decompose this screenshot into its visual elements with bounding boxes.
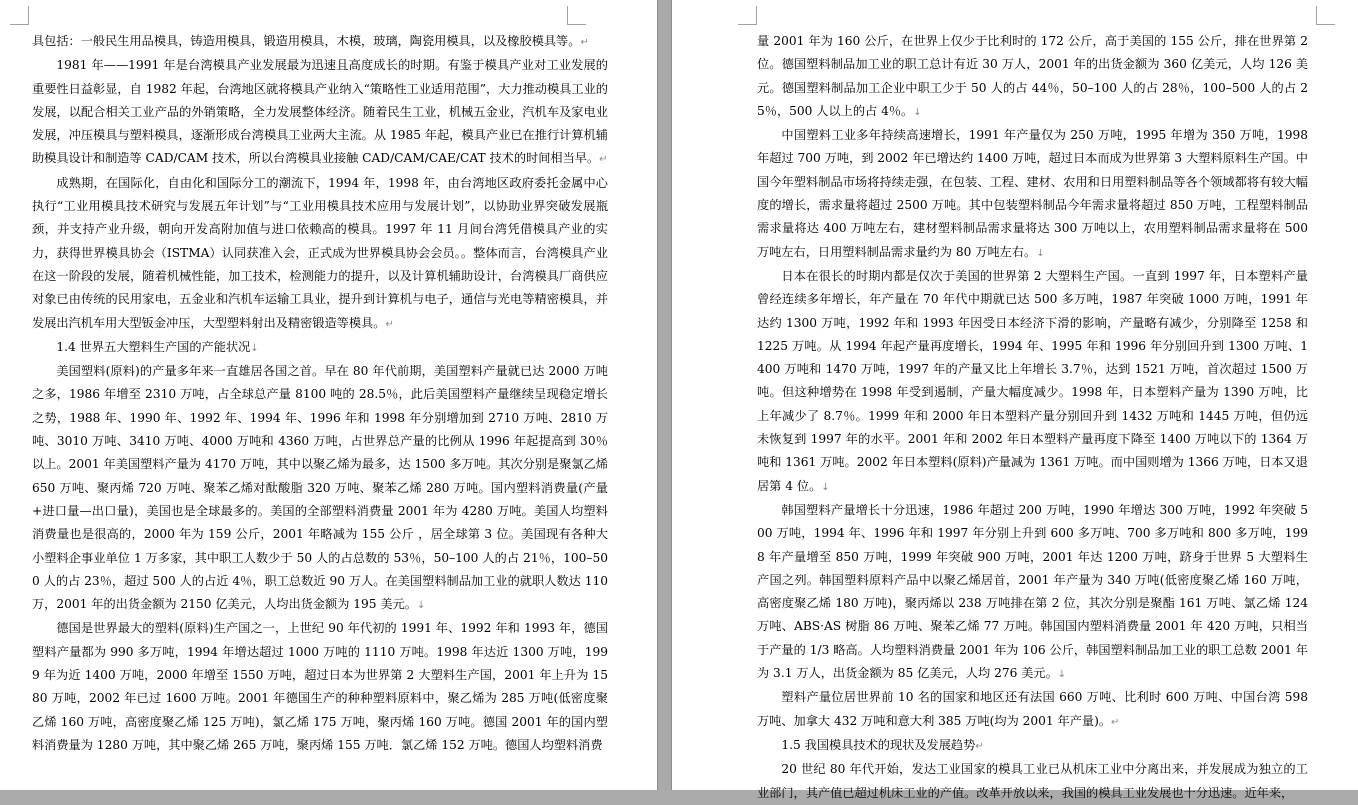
paragraph xyxy=(757,265,1308,499)
paragraph-mark-icon: ↓ xyxy=(1057,669,1067,681)
paragraph-text: 美国塑料(原料)的产量多年来一直雄居各国之首。早在 80 年代前期，美国塑料产量就已达 2000 万吨之多，1986 年增至 2310 万吨，占全球总产量 8100 吨的 28.5％，此后美国塑料产量继续呈现稳定增长之势，1988 年、1990 年、1992 年、1994 年、1996 年和 1998 年分别增加到 2710 万吨、2810 万吨、3010 万吨、3410 万吨、4000 万吨和 4360 万吨，占世界总产量的比例从 1996 年起提高到 30％以上。2001 年美国塑料产量为 4170 万吨，其中以聚乙烯为最多，达 1500 多万吨。其次分别是聚氯乙烯 650 万吨、聚丙烯 720 万吨、聚苯乙烯对酞酸脂 320 万吨、聚苯乙烯 280 万吨。国内塑料消费量(产量+进口量—出口量)，美国也是全球最多的。美国的全部塑料消费量 2001 年为 4280 万吨。美国人均塑料消费量也是很高的，2000 年为 159 公斤，2001 年略减为 155 公斤 ，居全球第 3 位。美国现有各种大小塑料企事业单位 1 万多家，其中职工人数少于 50 人的占总数的 53％，50–100 人的占 21％，100–500 人的占 23％，超过 500 人的占近 4％，职工总数近 90 万人。在美国塑料制品加工业的就职人数达 110 万，2001 年的出货金额为 2150 亿美元，人均出货金额为 195 美元。 xyxy=(32,364,608,612)
paragraph xyxy=(757,758,1308,805)
paragraph-text: 量 2001 年为 160 公斤，在世界上仅少于比利时的 172 公斤，高于美国的 155 公斤，排在世界第 2 位。德国塑料制品加工业的职工总计有近 30 万人，2001 年的出货金额为 360 亿美元，人均 126 美元。德国塑料制品加工企业中职工少于 50 人的占 44％，50–100 人的占 28％，100–500 人的占 25％，500 人以上的占 4％。 xyxy=(757,34,1308,118)
document-page-left[interactable] xyxy=(0,0,657,790)
paragraph-text: 20 世纪 80 年代开始，发达工业国家的模具工业已从机床工业中分离出来，并发展成为独立的工业部门，其产值已超过机床工业的产值。改革开放以来，我国的模具工业发展也十分迅速。近年来， xyxy=(757,762,1308,800)
crop-mark xyxy=(1316,6,1335,25)
paragraph-mark-icon: ↵ xyxy=(975,740,984,752)
paragraph-text: 日本在很长的时期内都是仅次于美国的世界第 2 大塑料生产国。一直到 1997 年，日本塑料产量曾经连续多年增长，年产量在 70 年代中期就已达 500 多万吨，1987 年突破 1000 万吨，1991 年达约 1300 万吨，1992 年和 1993 年因受日本经济下滑的影响，产量略有减少，分别降至 1258 和 1225 万吨。从 1994 年起产量再度增长，1994 年、1995 年和 1996 年分别回升到 1300 万吨、1400 万吨和 1470 万吨，1997 年的产量又比上年增长 3.7％，达到 1521 万吨，首次超过 1500 万吨。但这种增势在 1998 年受到遏制，产量大幅度减少。1998 年，日本塑料产量为 1390 万吨，比上年减少了 8.7％。1999 年和 2000 年日本塑料产量分别回升到 1432 万吨和 1445 万吨，但仍远未恢复到 1997 年的水平。2001 年和 2002 年日本塑料产量再度下降至 1400 万吨以下的 1364 万吨和 1361 万吨。2002 年日本塑料(原料)产量减为 1361 万吨。而中国则增为 1366 万吨，日本又退居第 4 位。 xyxy=(757,268,1308,493)
paragraph-mark-icon: ↓ xyxy=(250,342,259,354)
paragraph-text: 1.4 世界五大塑料生产国的产能状况 xyxy=(56,339,251,354)
paragraph xyxy=(757,499,1308,686)
paragraph-mark-icon: ↵ xyxy=(580,37,589,48)
paragraph xyxy=(757,30,1308,124)
paragraph-mark-icon: ↵ xyxy=(1111,716,1120,728)
paragraph-mark-icon: ↵ xyxy=(599,154,608,166)
paragraph-text: 1981 年——1991 年是台湾模具产业发展最为迅速且高度成长的时期。有鉴于模具产业对工业发展的重要性日益彰显，自 1982 年起，台湾地区就将模具产业纳入“策略性工业适用范围”，大力推动模具工业的发展，以配合相关工业产品的外销策略，全力发展整体经济。随着民生工业，机械五金业，汽机车及家电业发展，冲压模具与塑料模具，逐渐形成台湾模具工业两大主流。从 1985 年起，模具产业已在推行计算机辅助模具设计和制造等 CAD/CAM 技术，所以台湾模具业接触 CAD/CAM/CAE/CAT 技术的时间相当早。 xyxy=(32,58,608,166)
paragraph xyxy=(757,124,1308,265)
paragraph-text: 中国塑料工业多年持续高速增长，1991 年产量仅为 250 万吨，1995 年增为 350 万吨，1998 年超过 700 万吨，到 2002 年已增达约 1400 万吨，超过日本而成为世界第 3 大塑料原料生产国。中国今年塑料制品市场将持续走强，在包装、工程、建材、农用和日用塑料制品等各个领域都将有较大幅度的增长，需求量将超过 2500 万吨。其中包装塑料制品今年需求量将超过 850 万吨，工程塑料制品需求量将达 400 万吨左右，建材塑料制品需求量将达 300 万吨以上，农用塑料制品需求量将在 500 万吨左右，日用塑料制品需求量约为 80 万吨左右。 xyxy=(757,128,1308,259)
paragraph-text: 具包括：一般民生用品模具，铸造用模具，锻造用模具，木模，玻璃，陶瓷用模具，以及橡胶模具等。 xyxy=(32,34,581,48)
paragraph-text: 韩国塑料产量增长十分迅速，1986 年超过 200 万吨，1990 年增达 300 万吨，1992 年突破 500 万吨，1994 年、1996 年和 1997 年分别上升到 600 多万吨、700 多万吨和 800 多万吨，1998 年产量增至 850 万吨，1999 年突破 900 万吨，2001 年达 1200 万吨，跻身于世界 5 大塑料生产国之列。韩国塑料原料产品中以聚乙烯居首，2001 年产量为 340 万吨(低密度聚乙烯 160 万吨，高密度聚乙烯 180 万吨)，聚丙烯以 238 万吨排在第 2 位，其次分别是聚酯 161 万吨、氯乙烯 124 万吨、ABS·AS 树脂 86 万吨、聚苯乙烯 77 万吨。韩国国内塑料消费量 2001 年 420 万吨，只相当于产量的 1/3 略高。人均塑料消费量 2001 年为 106 公斤，韩国塑料制品加工业的职工总数 2001 年为 3.1 万人，出货金额为 85 亿美元，人均 276 美元。 xyxy=(757,502,1308,681)
crop-mark xyxy=(10,6,29,25)
paragraph-text: 1.5 我国模具技术的现状及发展趋势 xyxy=(781,737,976,752)
page-body[interactable] xyxy=(32,30,608,757)
paragraph-mark-icon: ↓ xyxy=(821,481,830,493)
paragraph xyxy=(32,360,608,617)
paragraph xyxy=(757,686,1308,734)
page-gutter xyxy=(657,0,672,790)
paragraph-mark-icon: ↓ xyxy=(913,106,922,118)
paragraph xyxy=(32,617,608,757)
paragraph xyxy=(32,172,608,336)
paragraph-mark-icon: ↵ xyxy=(385,318,394,330)
page-body[interactable] xyxy=(757,30,1308,805)
paragraph xyxy=(757,734,1308,758)
crop-mark xyxy=(567,6,586,25)
crop-mark xyxy=(738,6,757,25)
paragraph-text: 德国是世界最大的塑料(原料)生产国之一，上世纪 90 年代初的 1991 年、1992 年和 1993 年，德国塑料产量都为 990 多万吨，1994 年增达超过 1000 万吨的 1110 万吨。1998 年达近 1300 万吨，1999 年为近 1400 万吨，2000 年增至 1550 万吨，超过日本为世界第 2 大塑料生产国，2001 年上升为 1580 万吨，2002 年已过 1600 万吨。2001 年德国生产的种种塑料原料中，聚乙烯为 285 万吨(低密度聚乙烯 160 万吨，高密度聚乙烯 125 万吨)，氯乙烯 175 万吨，聚丙烯 160 万吨。德国 2001 年的国内塑料消费量为 1280 万吨，其中聚乙烯 265 万吨，聚丙烯 155 万吨．氯乙烯 152 万吨。德国人均塑料消费 xyxy=(32,621,608,752)
paragraph-mark-icon: ↓ xyxy=(416,600,426,612)
paragraph-mark-icon: ↓ xyxy=(1036,247,1045,259)
paragraph xyxy=(32,336,608,360)
paragraph xyxy=(32,30,608,54)
document-page-right[interactable] xyxy=(672,0,1358,800)
paragraph-text: 塑料产量位居世界前 10 名的国家和地区还有法国 660 万吨、比利时 600 万吨、中国台湾 598 万吨、加拿大 432 万吨和意大利 385 万吨(均为 2001 年产量)。 xyxy=(757,690,1308,728)
paragraph-text: 成熟期，在国际化，自由化和国际分工的潮流下，1994 年，1998 年，由台湾地区政府委托金属中心执行“工业用模具技术研究与发展五年计划”与“工业用模具技术应用与发展计划”，以协助业界突破发展瓶颈，并支持产业升级，朝向开发高附加值与进口依赖高的模具。1997 年 11 月间台湾凭借模具产业的实力，获得世界模具协会（ISTMA）认同获准入会，正式成为世界模具协会会员。。整体而言，台湾模具产业在这一阶段的发展，随着机械性能，加工技术，检测能力的提升，以及计算机辅助设计，台湾模具厂商供应对象已由传统的民用家电，五金业和汽机车运输工具业，提升到计算机与电子，通信与光电等精密模具，并发展出汽机车用大型钣金冲压，大型塑料射出及精密锻造等模具。 xyxy=(32,175,608,330)
paragraph xyxy=(32,54,608,171)
